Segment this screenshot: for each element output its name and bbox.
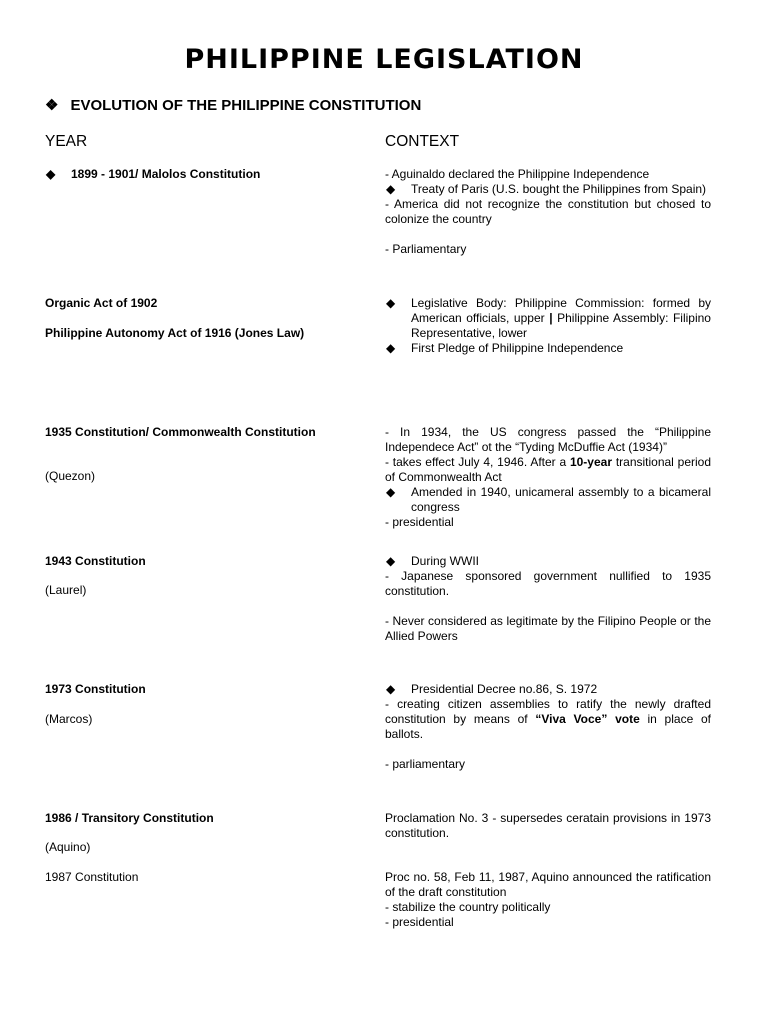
president-marcos: (Marcos) — [45, 712, 93, 726]
page-title: PHILIPPINE LEGISLATION — [184, 44, 584, 75]
context-line: - America did not recognize the constitution but chosed to colonize the country — [385, 197, 711, 226]
context-line: - parliamentary — [385, 757, 466, 771]
context-1986 — [385, 811, 711, 841]
column-header-year: YEAR — [45, 133, 88, 150]
president-aquino: (Aquino) — [45, 840, 91, 854]
year-organic-act: Organic Act of 1902 — [45, 296, 158, 310]
context-line: - presidential — [385, 515, 454, 529]
year-1987: 1987 Constitution — [45, 870, 139, 884]
context-malolos — [385, 167, 711, 257]
context-organic-act — [385, 296, 711, 356]
year-1935: 1935 Constitution/ Commonwealth Constitution — [45, 425, 316, 439]
president-laurel: (Laurel) — [45, 583, 87, 597]
context-1987 — [385, 870, 711, 930]
president-quezon: (Quezon) — [45, 469, 96, 483]
context-line: - presidential — [385, 915, 454, 929]
context-bullet: ◆ First Pledge of Philippine Independence — [386, 341, 624, 355]
context-1935 — [385, 425, 711, 530]
column-header-context: CONTEXT — [385, 133, 460, 150]
context-1973 — [385, 682, 711, 772]
diamond-bullet-icon: ◆ — [386, 296, 396, 310]
context-bullet: ◆ Treaty of Paris (U.S. bought the Philippines from Spain) — [386, 182, 707, 196]
section-bullet-icon: ❖ — [45, 97, 59, 114]
context-bullet: ◆ Amended in 1940, unicameral assembly to a bicameral congress — [386, 485, 711, 514]
section-heading-text: EVOLUTION OF THE PHILIPPINE CONSTITUTION — [70, 97, 422, 114]
year-jones-law: Philippine Autonomy Act of 1916 (Jones Law) — [45, 326, 305, 340]
context-line: Proclamation No. 3 - supersedes ceratain provisions in 1973 constitution. — [385, 811, 711, 840]
diamond-bullet-icon: ◆ — [46, 167, 56, 181]
section-heading — [45, 96, 421, 114]
context-bullet: ◆ Legislative Body: Philippine Commission: formed by American officials, upper | Philippine Assembly: Filipino Representative, lower — [386, 296, 711, 340]
year-1986: 1986 / Transitory Constitution — [45, 811, 214, 825]
context-line: - Aguinaldo declared the Philippine Independence — [385, 167, 650, 181]
year-1973: 1973 Constitution — [45, 682, 146, 696]
context-line: - takes effect July 4, 1946. After a 10-year transitional period of Commonwealth Act — [385, 455, 711, 484]
diamond-bullet-icon: ◆ — [386, 182, 396, 196]
context-line: - In 1934, the US congress passed the “Philippine Independece Act” ot the “Tyding McDuffie Act (1934)” — [385, 425, 711, 454]
year-malolos: ◆ 1899 - 1901/ Malolos Constitution — [46, 167, 261, 181]
context-line: - Never considered as legitimate by the Filipino People or the Allied Powers — [385, 614, 711, 643]
context-line: - creating citizen assemblies to ratify the newly drafted constitution by means of “Viva Voce” vote in place of ballots. — [385, 697, 711, 741]
context-line: - Parliamentary — [385, 242, 467, 256]
diamond-bullet-icon: ◆ — [386, 554, 396, 568]
diamond-bullet-icon: ◆ — [386, 341, 396, 355]
context-1943 — [385, 554, 711, 644]
context-line: - stabilize the country politically — [385, 900, 551, 914]
context-bullet: ◆ Presidential Decree no.86, S. 1972 — [386, 682, 598, 696]
diamond-bullet-icon: ◆ — [386, 485, 396, 499]
context-line: - Japanese sponsored government nullified to 1935 constitution. — [385, 569, 711, 598]
diamond-bullet-icon: ◆ — [386, 682, 396, 696]
year-1943: 1943 Constitution — [45, 554, 146, 568]
context-line: Proc no. 58, Feb 11, 1987, Aquino announced the ratification of the draft constitution — [385, 870, 711, 899]
context-bullet: ◆ During WWII — [386, 554, 480, 568]
